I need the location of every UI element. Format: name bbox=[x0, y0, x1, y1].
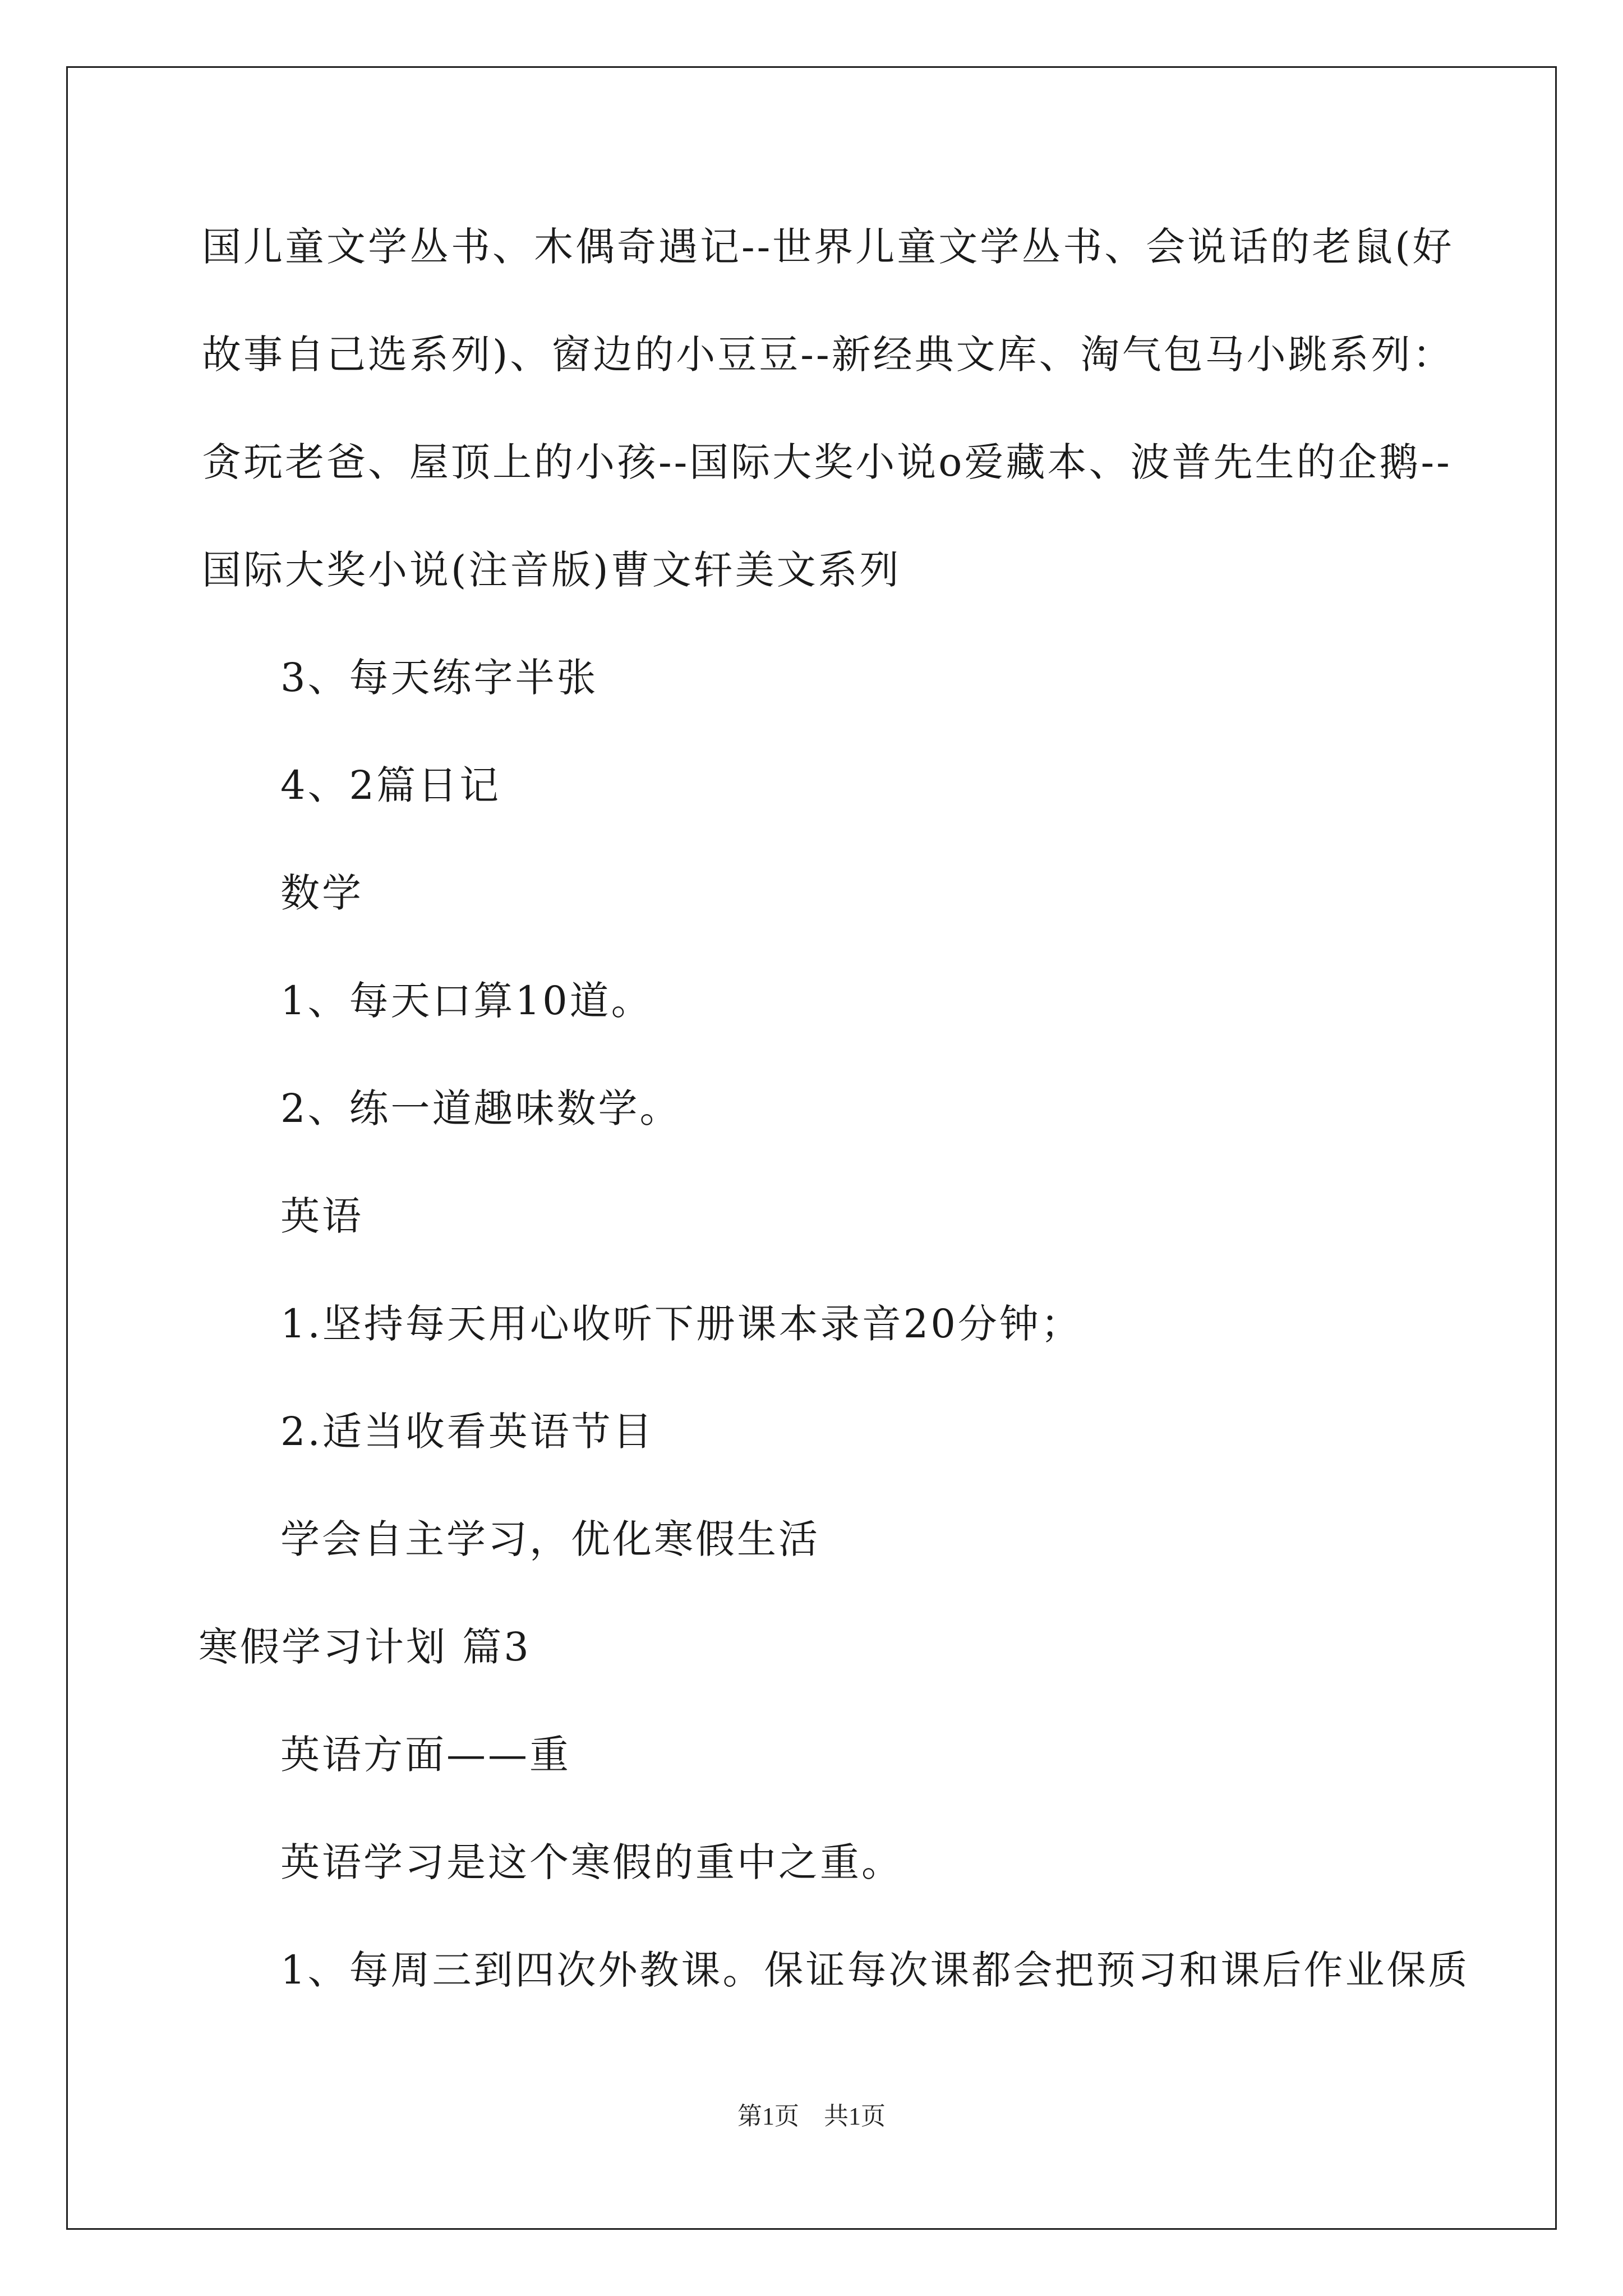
paragraph-line: 贪玩老爸、屋顶上的小孩--国际大奖小说o爱藏本、波普先生的企鹅-- bbox=[202, 439, 1452, 485]
list-item: 4、2篇日记 bbox=[280, 762, 501, 808]
list-item: 2.适当收看英语节目 bbox=[280, 1409, 654, 1455]
paragraph-line: 国儿童文学丛书、木偶奇遇记--世界儿童文学丛书、会说话的老鼠(好 bbox=[202, 224, 1454, 270]
list-item: 2、练一道趣味数学。 bbox=[280, 1085, 681, 1131]
list-item: 1.坚持每天用心收听下册课本录音20分钟； bbox=[280, 1301, 1082, 1347]
section-heading: 寒假学习计划 篇3 bbox=[199, 1624, 531, 1670]
list-item: 英语学习是这个寒假的重中之重。 bbox=[280, 1839, 903, 1885]
list-item: 3、每天练字半张 bbox=[280, 655, 598, 701]
summary-line: 学会自主学习，优化寒假生活 bbox=[280, 1516, 820, 1562]
list-item: 1、每天口算10道。 bbox=[280, 978, 653, 1024]
page-number-footer: 第1页 共1页 bbox=[737, 2102, 886, 2130]
list-item: 英语方面——重 bbox=[280, 1732, 571, 1778]
paragraph-line: 国际大奖小说(注音版)曹文轩美文系列 bbox=[202, 547, 901, 593]
page-border bbox=[66, 66, 1557, 2230]
subject-heading-math: 数学 bbox=[280, 870, 363, 916]
list-item: 1、每周三到四次外教课。保证每次课都会把预习和课后作业保质 bbox=[280, 1947, 1470, 1993]
subject-heading-english: 英语 bbox=[280, 1193, 363, 1239]
paragraph-line: 故事自己选系列)、窗边的小豆豆--新经典文库、淘气包马小跳系列： bbox=[202, 332, 1454, 378]
